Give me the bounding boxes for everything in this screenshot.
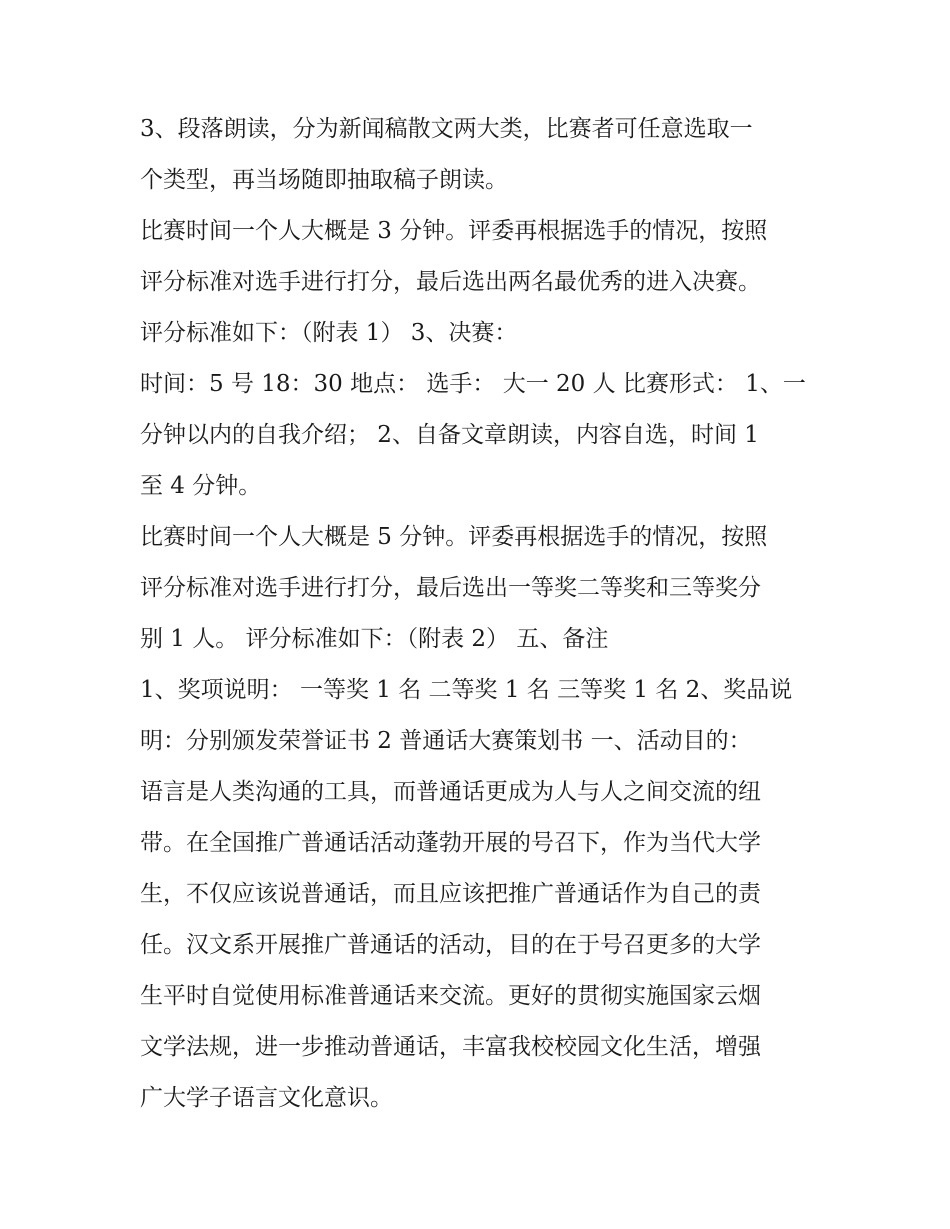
text-line: 时间：5 号 18：30 地点： 选手： 大一 20 人 比赛形式： 1、一 (140, 371, 806, 397)
text-line: 带。在全国推广普通话活动蓬勃开展的号召下，作为当代大学 (140, 830, 761, 856)
paragraph-final-details (140, 359, 820, 512)
text-line: 评分标准如下：（附表 1） 3、决赛： (140, 320, 518, 346)
text-line: 至 4 分钟。 (140, 473, 262, 499)
text-line: 个类型，再当场随即抽取稿子朗读。 (140, 167, 508, 193)
text-line: 语言是人类沟通的工具，而普通话更成为人与人之间交流的纽 (140, 779, 761, 805)
paragraph-purpose (140, 767, 820, 1124)
text-line: 任。汉文系开展推广普通话的活动，目的在于号召更多的大学 (140, 932, 761, 958)
text-line: 分钟以内的自我介绍； 2、自备文章朗读，内容自选，时间 1 (140, 422, 759, 448)
text-line: 比赛时间一个人大概是 5 分钟。评委再根据选手的情况，按照 (140, 524, 768, 550)
paragraph-scoring-table-1 (140, 308, 820, 359)
paragraph-reading-rules (140, 104, 820, 206)
text-line: 1、奖项说明： 一等奖 1 名 二等奖 1 名 三等奖 1 名 2、奖品说 (140, 677, 793, 703)
text-line: 生平时自觉使用标准普通话来交流。更好的贯彻实施国家云烟 (140, 983, 761, 1009)
paragraph-final-timing (140, 512, 820, 665)
text-line: 评分标准对选手进行打分，最后选出一等奖二等奖和三等奖分 (140, 575, 761, 601)
text-line: 明：分别颁发荣誉证书 2 普通话大赛策划书 一、活动目的： (140, 728, 752, 754)
text-line: 评分标准对选手进行打分，最后选出两名最优秀的进入决赛。 (140, 269, 761, 295)
paragraph-awards (140, 665, 820, 767)
document-body (140, 104, 820, 1124)
text-line: 生，不仅应该说普通话，而且应该把推广普通话作为自己的责 (140, 881, 761, 907)
text-line: 文学法规，进一步推动普通话，丰富我校校园文化生活，增强 (140, 1034, 761, 1060)
text-line: 广大学子语言文化意识。 (140, 1085, 393, 1111)
text-line: 比赛时间一个人大概是 3 分钟。评委再根据选手的情况，按照 (140, 218, 768, 244)
paragraph-prelim-timing (140, 206, 820, 308)
text-line: 别 1 人。 评分标准如下：（附表 2） 五、备注 (140, 626, 609, 652)
text-line: 3、段落朗读，分为新闻稿散文两大类，比赛者可任意选取一 (140, 116, 753, 142)
